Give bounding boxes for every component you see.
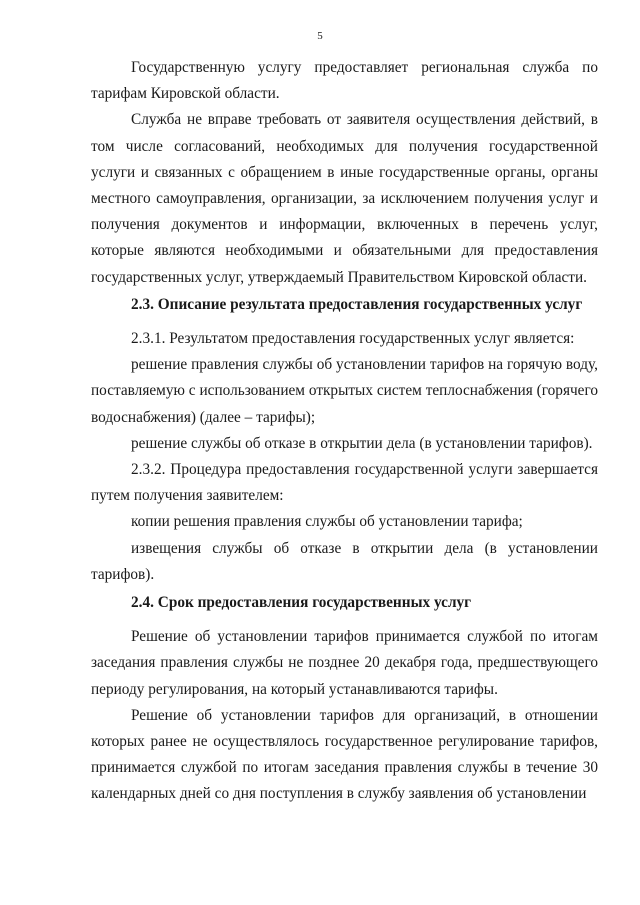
paragraph-new-organizations-deadline: Решение об установлении тарифов для организаций, в отношении которых ранее не осуществлялось государственное регулирование тарифов, принимается службой по итогам заседания правления службы в течение 30 календарных дней со дня поступления в службу заявления об установлении bbox=[91, 706, 598, 803]
paragraph-result-tariff-decision: решение правления службы об установлении тарифов на горячую воду, поставляемую с использованием открытых систем теплоснабжения (горячего водоснабжения) (далее – тарифы); bbox=[91, 356, 598, 426]
section-heading-2-3: 2.3. Описание результата предоставления государственных услуг bbox=[131, 295, 583, 313]
paragraph-copy-of-decision: копии решения правления службы об установлении тарифа; bbox=[131, 513, 523, 531]
paragraph-result-refusal: решение службы об отказе в открытии дела (в установлении тарифов). bbox=[131, 434, 593, 452]
page-number: 5 bbox=[317, 30, 323, 42]
paragraph-2-3-2: 2.3.2. Процедура предоставления государственной услуги завершается путем получения заявителем: bbox=[91, 461, 598, 505]
paragraph-service-restrictions: Служба не вправе требовать от заявителя осуществления действий, в том числе согласований, необходимых для получения государственной услуги и связанных с обращением в иные государственные органы, органы местного самоуправления, организации, за исключением получения услуг и получения документов и информации, включенных в перечень услуг, которые являются необходимыми и обязательными для предоставления государственных услуг, утверждаемый Правительством Кировской области. bbox=[91, 111, 598, 286]
paragraph-refusal-notice: извещения службы об отказе в открытии дела (в установлении тарифов). bbox=[91, 539, 598, 583]
paragraph-2-3-1: 2.3.1. Результатом предоставления государственных услуг является: bbox=[131, 330, 575, 348]
paragraph-decision-deadline: Решение об установлении тарифов принимается службой по итогам заседания правления службы не позднее 20 декабря года, предшествующего периоду регулирования, на который устанавливаются тарифы. bbox=[91, 628, 598, 698]
paragraph-service-provider: Государственную услугу предоставляет региональная служба по тарифам Кировской области. bbox=[91, 59, 598, 103]
document-body bbox=[91, 55, 598, 808]
section-heading-2-4: 2.4. Срок предоставления государственных услуг bbox=[131, 594, 472, 612]
